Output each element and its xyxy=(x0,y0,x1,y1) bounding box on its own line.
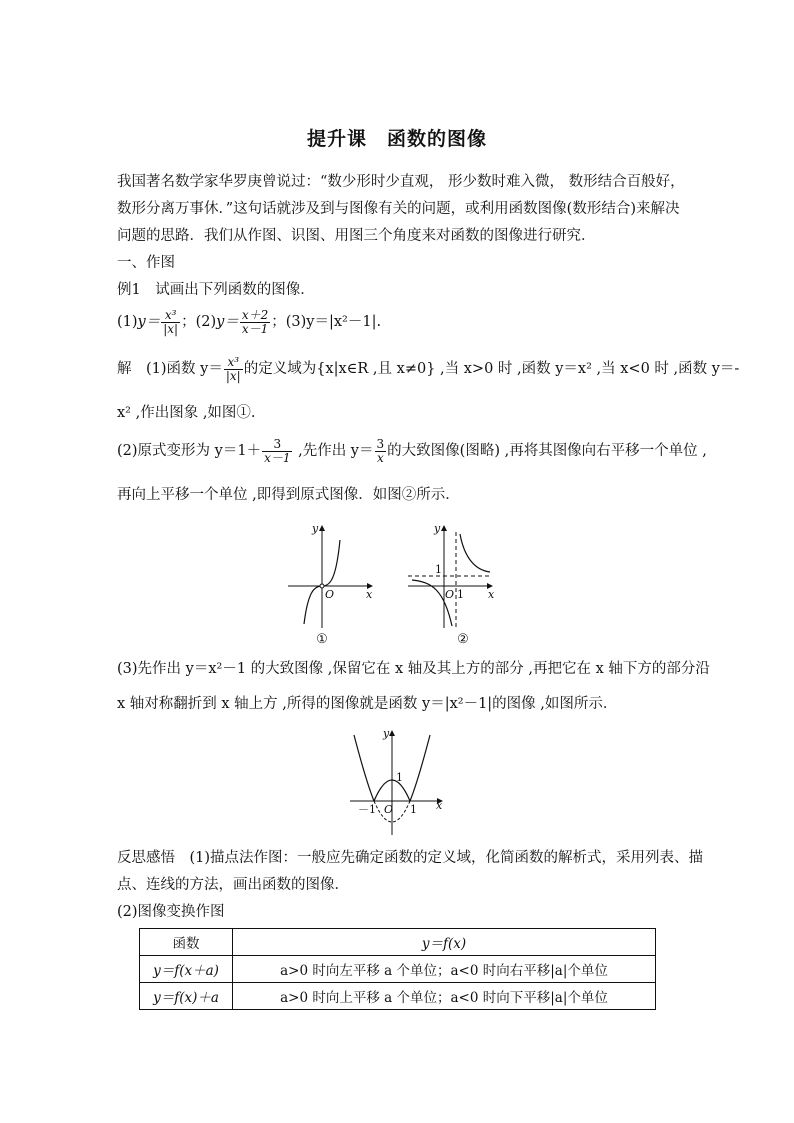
fig3-one-y-label: 1 xyxy=(396,771,403,784)
item2-numerator: x＋2 xyxy=(241,307,269,322)
item1-fraction xyxy=(161,309,180,336)
fig1-origin-point xyxy=(320,584,324,588)
intro-line-2: 数形分离万事休．”这句话就涉及到与图像有关的问题，或利用函数图像(数形结合)来解决 xyxy=(117,201,680,217)
figure-1-label: ① xyxy=(316,632,328,647)
solution-2b: ,先作出 y＝ xyxy=(293,443,374,459)
fig1-origin-label: O xyxy=(325,588,335,601)
section-heading: 一、作图 xyxy=(117,255,175,271)
fig2-one-y-label: 1 xyxy=(435,563,442,576)
fig3-x-label: x xyxy=(436,799,443,812)
item1-prefix: (1) xyxy=(117,314,138,330)
page-title: 提升课 函数的图像 xyxy=(306,128,487,150)
item2-prefix: ；(2) xyxy=(181,314,217,330)
figure-1-graph xyxy=(282,520,377,630)
fig1-x-label: x xyxy=(366,588,373,601)
fig2-origin-label: O xyxy=(445,588,455,601)
figure-3-graph xyxy=(346,725,446,837)
solution-1c: x² ,作出图象 ,如图①. xyxy=(117,405,256,421)
item1-lhs: y＝ xyxy=(137,314,161,330)
intro-line-1: 我国著名数学家华罗庚曾说过：“数少形时少直观， 形少数时难入微， 数形结合百般好， xyxy=(117,174,685,190)
example-items xyxy=(117,307,381,337)
solution-2-fraction-2 xyxy=(375,438,387,465)
table-header-row xyxy=(140,929,656,956)
figure-2-label: ② xyxy=(457,632,469,647)
solution-2-fraction-1 xyxy=(262,438,292,465)
fig2-right-branch xyxy=(460,534,490,572)
solution-1 xyxy=(117,354,739,384)
solution-2d: 再向上平移一个单位 ,即得到原式图像．如图②所示． xyxy=(117,487,460,503)
solution-3b: x 轴对称翻折到 x 轴上方 ,所得的图像就是函数 y＝|x²－1|的图像 ,如图所示． xyxy=(117,696,618,712)
intro-line-3: 问题的思路．我们从作图、识图、用图三个角度来对函数的图像进行研究． xyxy=(117,228,596,244)
reflection-line-3: (2)图像变换作图 xyxy=(117,904,225,920)
reflection-line-2: 点、连线的方法，画出函数的图像． xyxy=(117,877,349,893)
fig3-right-branch xyxy=(410,735,430,801)
solution-2-numerator-1: 3 xyxy=(262,438,292,452)
solution-2c: 的大致图像(图略) ,再将其图像向右平移一个单位 , xyxy=(387,443,707,459)
fig2-y-label: y xyxy=(434,522,441,535)
solution-2-numerator-2: 3 xyxy=(376,436,385,451)
reflection-line-1: 反思感悟 (1)描点法作图：一般应先确定函数的定义域，化简函数的解析式，采用列表、描 xyxy=(117,850,704,866)
table-row xyxy=(140,983,656,1010)
fig3-y-label: y xyxy=(383,727,390,740)
fig3-origin-label: O xyxy=(384,803,394,816)
table-header-cell: y＝f(x) xyxy=(233,929,656,956)
item1-numerator: x³ xyxy=(161,309,180,323)
item1-denominator: |x| xyxy=(163,321,179,336)
solution-2 xyxy=(117,436,707,466)
item2-denominator: x－1 xyxy=(241,321,269,336)
fig3-left-branch xyxy=(354,735,374,801)
fig1-y-label: y xyxy=(312,522,319,535)
item3: ；(3)y＝|x²－1|. xyxy=(271,314,382,330)
solution-1a: 解 (1)函数 y＝ xyxy=(117,361,223,377)
solution-2-denominator-1: x－1 xyxy=(264,450,291,465)
fig2-x-label: x xyxy=(488,588,495,601)
table-cell: a>0 时向上平移 a 个单位；a<0 时向下平移|a|个单位 xyxy=(233,983,656,1010)
item2-lhs: y＝ xyxy=(216,314,239,330)
item2-fraction xyxy=(240,309,270,336)
solution-1-fraction xyxy=(224,356,243,383)
solution-1-numerator: x³ xyxy=(224,356,243,370)
table-cell: a>0 时向左平移 a 个单位；a<0 时向右平移|a|个单位 xyxy=(233,956,656,983)
fig3-neg-one-x-label: －1 xyxy=(358,803,376,816)
solution-1-denominator: |x| xyxy=(225,368,241,383)
table-row xyxy=(140,956,656,983)
figure-2-graph xyxy=(404,520,496,630)
example-title: 例1 试画出下列函数的图像． xyxy=(117,282,315,298)
fig3-one-x-label: 1 xyxy=(410,803,417,816)
solution-1b: 的定义域为{x|x∈R ,且 x≠0} ,当 x>0 时 ,函数 y＝x² ,当 x<0 时 ,函数 y＝- xyxy=(243,361,740,377)
table-cell: y＝f(x＋a) xyxy=(140,956,233,983)
table-header-cell: 函数 xyxy=(140,929,233,956)
fig2-one-x-label: 1 xyxy=(457,588,464,601)
solution-2a: (2)原式变形为 y＝1＋ xyxy=(117,443,262,459)
transform-table xyxy=(139,928,656,1010)
solution-3a: (3)先作出 y＝x²－1 的大致图像 ,保留它在 x 轴及其上方的部分 ,再把它在 x 轴下方的部分沿 xyxy=(117,661,710,677)
fig2-left-branch xyxy=(412,580,455,626)
solution-2-denominator-2: x xyxy=(376,450,384,465)
table-cell: y＝f(x)＋a xyxy=(140,983,233,1010)
